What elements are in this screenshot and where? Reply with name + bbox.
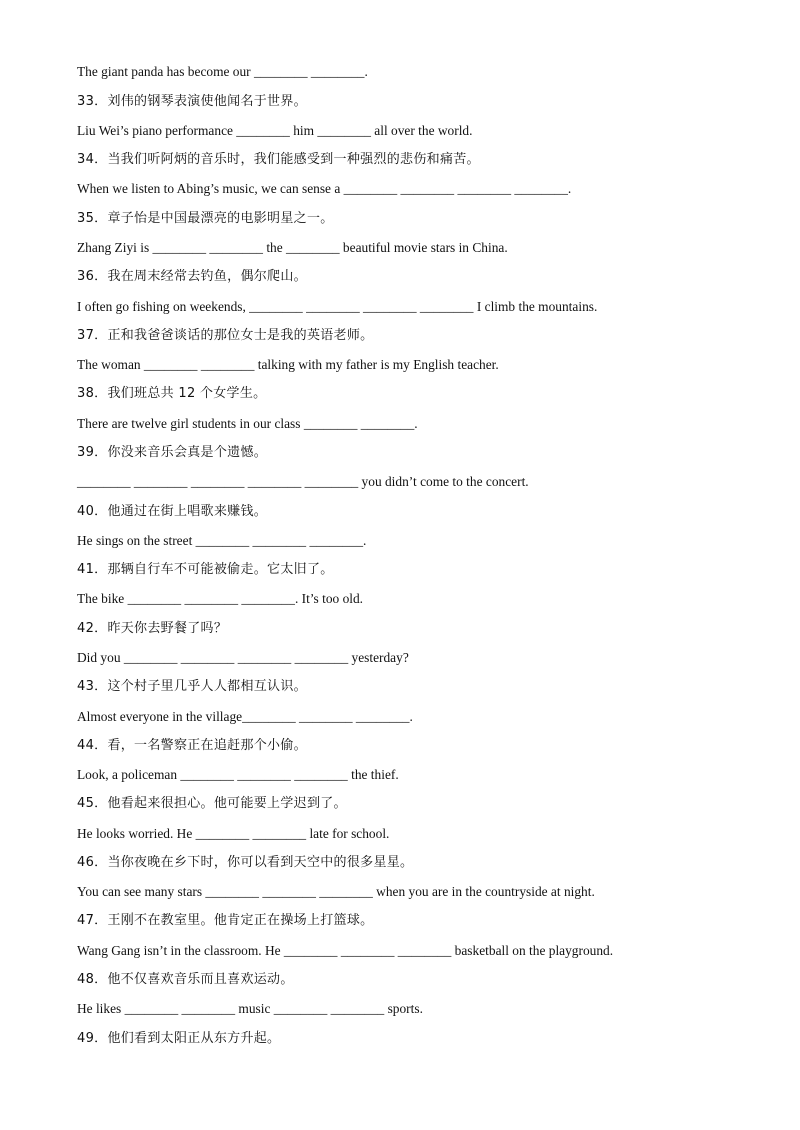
question-47: 47．王刚不在教室里。他肯定正在操场上打篮球。 [77,913,374,928]
question-42: 42．昨天你去野餐了吗？ [77,621,228,636]
exercise-line-en: He looks worried. He ________ ________ late for school. [77,826,390,841]
exercise-line-en: You can see many stars ________ ________ ________ when you are in the countryside at night. [77,884,595,899]
exercise-line-en: Wang Gang isn’t in the classroom. He ________ ________ ________ basketball on the playground. [77,943,614,958]
question-38: 38．我们班总共 12 个女学生。 [77,386,267,401]
question-34: 34．当我们听阿炳的音乐时，我们能感受到一种强烈的悲伤和痛苦。 [77,152,480,167]
exercise-line-en: Zhang Ziyi is ________ ________ the ________ beautiful movie stars in China. [77,240,508,255]
exercise-line-en: Liu Wei’s piano performance ________ him ________ all over the world. [77,123,473,138]
question-36: 36．我在周末经常去钓鱼，偶尔爬山。 [77,269,307,284]
question-46: 46．当你夜晚在乡下时，你可以看到天空中的很多星星。 [77,855,414,870]
question-43: 43．这个村子里几乎人人都相互认识。 [77,679,307,694]
exercise-line-en: Did you ________ ________ ________ ________ yesterday? [77,650,409,665]
exercise-line-en: Look, a policeman ________ ________ ________ the thief. [77,767,399,782]
exercise-line-en: The bike ________ ________ ________. It’s too old. [77,591,364,606]
exercise-line-en: The woman ________ ________ talking with my father is my English teacher. [77,357,499,372]
exercise-line-en: When we listen to Abing’s music, we can sense a ________ ________ ________ ________. [77,181,572,196]
question-45: 45．他看起来很担心。他可能要上学迟到了。 [77,796,347,811]
question-44: 44．看，一名警察正在追赶那个小偷。 [77,738,307,753]
question-41: 41．那辆自行车不可能被偷走。它太旧了。 [77,562,334,577]
question-49: 49．他们看到太阳正从东方升起。 [77,1031,281,1046]
exercise-line-en: There are twelve girl students in our class ________ ________. [77,416,418,431]
question-39: 39．你没来音乐会真是个遗憾。 [77,445,268,460]
exercise-line-en: The giant panda has become our ________ ________. [77,64,368,79]
question-35: 35．章子怡是中国最漂亮的电影明星之一。 [77,211,334,226]
exercise-line-en: I often go fishing on weekends, ________ ________ ________ ________ I climb the mountains. [77,299,598,314]
exercise-line-en: He sings on the street ________ ________ ________. [77,533,367,548]
question-37: 37．正和我爸爸谈话的那位女士是我的英语老师。 [77,328,374,343]
exercise-line-en: ________ ________ ________ ________ ________ you didn’t come to the concert. [77,474,529,489]
exercise-line-en: Almost everyone in the village________ ________ ________. [77,709,413,724]
question-48: 48．他不仅喜欢音乐而且喜欢运动。 [77,972,294,987]
exercise-line-en: He likes ________ ________ music ________ ________ sports. [77,1001,423,1016]
question-40: 40．他通过在街上唱歌来赚钱。 [77,504,268,519]
question-33: 33．刘伟的钢琴表演使他闻名于世界。 [77,94,307,109]
